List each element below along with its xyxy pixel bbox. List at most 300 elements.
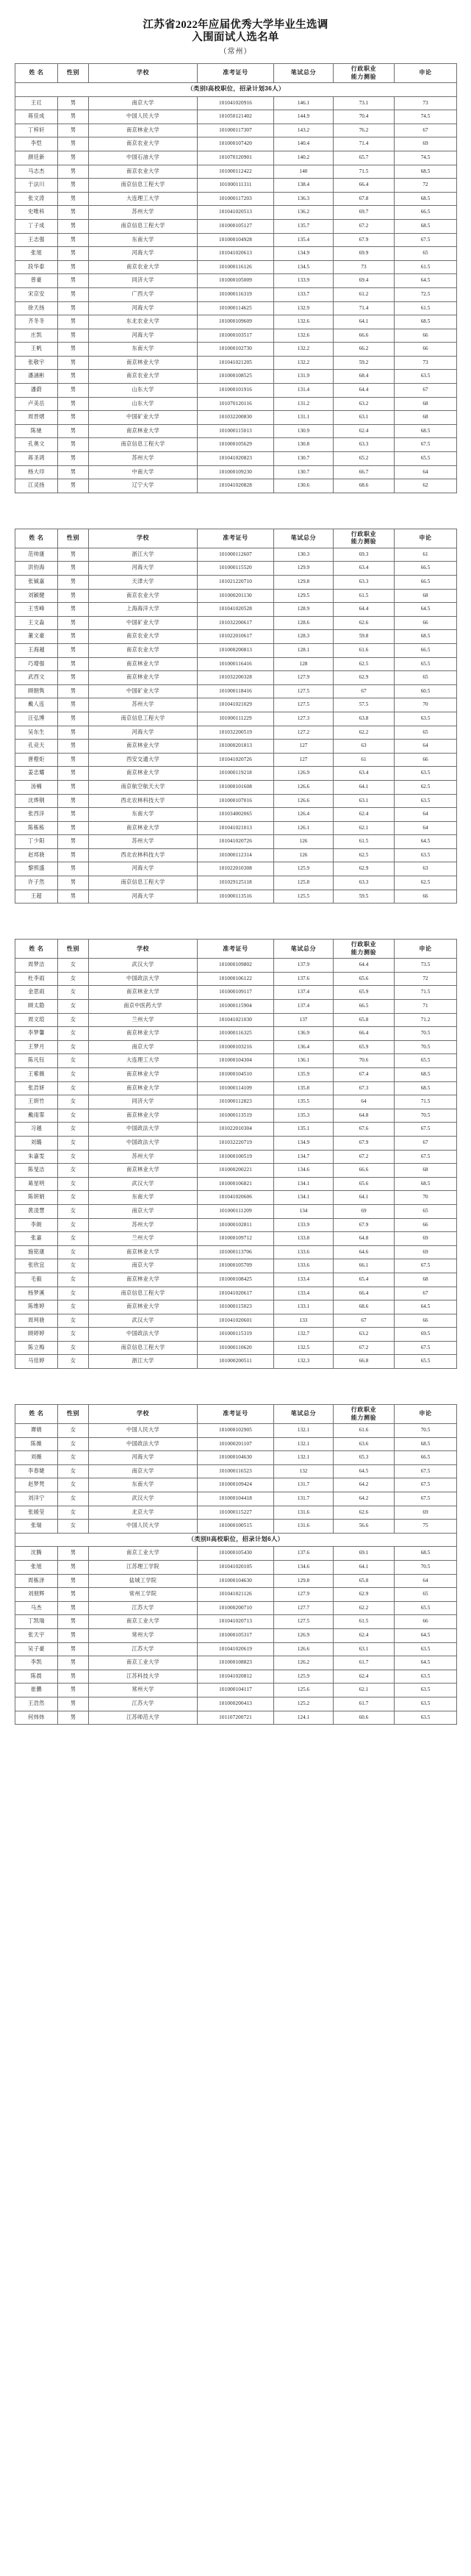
cell-gender: 女: [58, 1204, 89, 1218]
cell-gender: 女: [58, 1464, 89, 1478]
cell-total-score: 133.6: [274, 1259, 334, 1273]
table-row: [15, 452, 457, 466]
cell-ticket-number: 101032220719: [198, 1136, 274, 1150]
table-row: [15, 384, 457, 398]
cell-gender: 女: [58, 1341, 89, 1355]
cell-gender: 男: [58, 740, 89, 754]
cell-total-score: 137.4: [274, 1000, 334, 1014]
cell-total-score: 144.9: [274, 110, 334, 124]
cell-ticket-number: 101000105009: [198, 274, 274, 288]
table-row: [15, 603, 457, 617]
cell-essay-score: 66.5: [395, 206, 457, 220]
cell-gender: 女: [58, 1136, 89, 1150]
cell-school: 南京林业大学: [89, 740, 198, 754]
cell-essay-score: 68.5: [395, 1081, 457, 1095]
cell-admin-score: 68.6: [334, 479, 395, 493]
cell-total-score: 128.6: [274, 616, 334, 630]
cell-candidate-name: 黄凌慧: [15, 1204, 58, 1218]
cell-total-score: 131.7: [274, 1478, 334, 1492]
cell-gender: 女: [58, 1232, 89, 1246]
cell-total-score: 136.9: [274, 1027, 334, 1041]
cell-school: 西安交通大学: [89, 753, 198, 767]
cell-admin-score: 63.4: [334, 767, 395, 781]
table-row: [15, 1547, 457, 1561]
cell-ticket-number: 101041020606: [198, 1191, 274, 1205]
table-row: [15, 821, 457, 835]
cell-school: 东北农业大学: [89, 315, 198, 329]
cell-total-score: 125.9: [274, 862, 334, 876]
cell-essay-score: 72.5: [395, 287, 457, 301]
table-row: [15, 315, 457, 329]
cell-total-score: 128.3: [274, 630, 334, 644]
cell-ticket-number: 101000115013: [198, 424, 274, 438]
cell-admin-score: 62.6: [334, 1506, 395, 1520]
cell-total-score: 133.7: [274, 287, 334, 301]
cell-total-score: 125.5: [274, 890, 334, 904]
table-row: [15, 767, 457, 781]
cell-ticket-number: 101041020617: [198, 1287, 274, 1300]
cell-admin-score: 67.9: [334, 1136, 395, 1150]
table-row: [15, 247, 457, 261]
cell-school: 江苏理工学院: [89, 1561, 198, 1575]
cell-gender: 女: [58, 1191, 89, 1205]
cell-ticket-number: 101041021029: [198, 698, 274, 712]
cell-school: 江苏大学: [89, 1697, 198, 1711]
cell-candidate-name: 张嘉: [15, 1232, 58, 1246]
section-header-label: （类别II高校职位，招录计划6人）: [15, 1533, 457, 1547]
cell-admin-score: 64.4: [334, 603, 395, 617]
cell-gender: 男: [58, 794, 89, 808]
cell-school: 河海大学: [89, 890, 198, 904]
cell-total-score: 132.6: [274, 329, 334, 343]
roster-table-2: [15, 529, 457, 904]
cell-admin-score: 65.6: [334, 1177, 395, 1191]
cell-ticket-number: 101022010304: [198, 1123, 274, 1137]
roster-block-2: [0, 493, 471, 904]
cell-ticket-number: 101000105629: [198, 438, 274, 452]
cell-total-score: 125.9: [274, 1670, 334, 1684]
cell-school: 江苏大学: [89, 1642, 198, 1656]
cell-candidate-name: 王帆: [15, 343, 58, 357]
cell-admin-score: 69.9: [334, 247, 395, 261]
cell-school: 大连理工大学: [89, 192, 198, 206]
header-row: [15, 1405, 457, 1424]
table-row: [15, 1054, 457, 1068]
cell-essay-score: 70.5: [395, 1561, 457, 1575]
table-row: [15, 643, 457, 657]
cell-school: 西北农林科技大学: [89, 848, 198, 862]
table-row: [15, 1684, 457, 1697]
cell-total-score: 124.1: [274, 1711, 334, 1725]
cell-admin-score: 61.5: [334, 835, 395, 849]
cell-candidate-name: 张西洋: [15, 808, 58, 822]
cell-essay-score: 70: [395, 698, 457, 712]
table-row: [15, 1424, 457, 1438]
cell-essay-score: 63.5: [395, 794, 457, 808]
cell-school: 河海大学: [89, 862, 198, 876]
cell-ticket-number: 101000115520: [198, 562, 274, 576]
table-row: [15, 1615, 457, 1629]
table-row: [15, 1492, 457, 1506]
table-row: [15, 1204, 457, 1218]
column-header-ticket: 准考证号: [198, 940, 274, 959]
cell-school: 中国政法大学: [89, 1437, 198, 1451]
cell-candidate-name: 于法川: [15, 179, 58, 193]
cell-ticket-number: 101000113706: [198, 1245, 274, 1259]
cell-admin-score: 69.4: [334, 274, 395, 288]
roster-block-4: [0, 1369, 471, 1725]
cell-gender: 女: [58, 1218, 89, 1232]
cell-gender: 男: [58, 370, 89, 384]
cell-total-score: 127: [274, 753, 334, 767]
cell-candidate-name: 沈腾: [15, 1547, 58, 1561]
cell-gender: 男: [58, 206, 89, 220]
cell-total-score: 127.5: [274, 698, 334, 712]
cell-gender: 男: [58, 548, 89, 562]
cell-candidate-name: 李春婕: [15, 1464, 58, 1478]
cell-admin-score: 73: [334, 260, 395, 274]
cell-admin-score: 65.6: [334, 972, 395, 986]
cell-essay-score: 63.5: [395, 1642, 457, 1656]
cell-admin-score: 64.1: [334, 315, 395, 329]
admin-header-line-1: 行政职业: [350, 530, 377, 537]
cell-admin-score: 64.1: [334, 1561, 395, 1575]
cell-essay-score: 70.5: [395, 1109, 457, 1123]
cell-school: 浙江大学: [89, 1355, 198, 1369]
table-row: [15, 959, 457, 973]
cell-candidate-name: 葛星明: [15, 1177, 58, 1191]
section-header-label: （类别I高校职位，招录计划36人）: [15, 83, 457, 97]
cell-candidate-name: 黎照盛: [15, 862, 58, 876]
cell-gender: 男: [58, 479, 89, 493]
table-body-4: [15, 1424, 457, 1725]
cell-admin-score: 64.2: [334, 1492, 395, 1506]
cell-candidate-name: 范帅康: [15, 548, 58, 562]
cell-candidate-name: 张浩妍: [15, 1081, 58, 1095]
cell-essay-score: 66: [395, 1218, 457, 1232]
table-row: [15, 890, 457, 904]
cell-gender: 男: [58, 1642, 89, 1656]
cell-admin-score: 62.4: [334, 1670, 395, 1684]
cell-total-score: 135.4: [274, 233, 334, 247]
cell-total-score: 130.8: [274, 438, 334, 452]
cell-ticket-number: 101041021205: [198, 356, 274, 370]
cell-candidate-name: 戴雨霏: [15, 1109, 58, 1123]
cell-essay-score: 67: [395, 1287, 457, 1300]
cell-admin-score: 64.1: [334, 1191, 395, 1205]
table-row: [15, 424, 457, 438]
cell-school: 南京信息工程大学: [89, 1287, 198, 1300]
cell-school: 中国人民大学: [89, 110, 198, 124]
cell-total-score: 132.1: [274, 1437, 334, 1451]
cell-admin-score: 62.2: [334, 726, 395, 740]
cell-essay-score: 69: [395, 1245, 457, 1259]
column-header-admin-test: [334, 529, 395, 548]
cell-gender: 男: [58, 657, 89, 671]
cell-gender: 女: [58, 1424, 89, 1438]
cell-gender: 男: [58, 726, 89, 740]
cell-total-score: 129.8: [274, 1574, 334, 1588]
admin-header-line-2: 能力测验: [350, 948, 377, 956]
cell-total-score: 134.6: [274, 1164, 334, 1178]
cell-admin-score: 62.1: [334, 821, 395, 835]
cell-gender: 男: [58, 603, 89, 617]
cell-essay-score: 63.5: [395, 767, 457, 781]
cell-ticket-number: 101000119218: [198, 767, 274, 781]
cell-admin-score: 62.6: [334, 616, 395, 630]
cell-school: 南京林业大学: [89, 1109, 198, 1123]
cell-ticket-number: 101000102811: [198, 1218, 274, 1232]
cell-gender: 女: [58, 1054, 89, 1068]
cell-candidate-name: 马志杰: [15, 165, 58, 179]
cell-ticket-number: 101000112314: [198, 848, 274, 862]
cell-gender: 男: [58, 821, 89, 835]
cell-gender: 男: [58, 315, 89, 329]
cell-ticket-number: 101000115023: [198, 1300, 274, 1314]
cell-admin-score: 67.3: [334, 1081, 395, 1095]
cell-school: 江苏师范大学: [89, 1711, 198, 1725]
cell-total-score: 131.2: [274, 397, 334, 411]
cell-essay-score: 63.5: [395, 1684, 457, 1697]
table-body-3: [15, 959, 457, 1369]
cell-total-score: 129.9: [274, 562, 334, 576]
cell-essay-score: 67.5: [395, 1150, 457, 1164]
cell-gender: 女: [58, 1095, 89, 1109]
cell-total-score: 125.2: [274, 1697, 334, 1711]
cell-school: 南京农业大学: [89, 643, 198, 657]
cell-school: 东南大学: [89, 808, 198, 822]
table-row: [15, 589, 457, 603]
cell-ticket-number: 101041020823: [198, 452, 274, 466]
cell-admin-score: 66.6: [334, 329, 395, 343]
cell-total-score: 127.9: [274, 1588, 334, 1602]
cell-candidate-name: 吴东生: [15, 726, 58, 740]
cell-school: 南京农业大学: [89, 370, 198, 384]
cell-gender: 女: [58, 1081, 89, 1095]
cell-school: 中国政法大学: [89, 1123, 198, 1137]
cell-admin-score: 69.3: [334, 548, 395, 562]
cell-essay-score: 67.5: [395, 1492, 457, 1506]
cell-school: 南京大学: [89, 1040, 198, 1054]
cell-total-score: 132: [274, 1464, 334, 1478]
table-row: [15, 1328, 457, 1342]
cell-school: 南京林业大学: [89, 1068, 198, 1082]
cell-essay-score: 65: [395, 726, 457, 740]
cell-total-score: 130.6: [274, 479, 334, 493]
cell-school: 南京林业大学: [89, 124, 198, 137]
cell-ticket-number: 101000104117: [198, 1684, 274, 1697]
cell-total-score: 134.5: [274, 260, 334, 274]
cell-ticket-number: 101000200511: [198, 1355, 274, 1369]
cell-gender: 男: [58, 438, 89, 452]
cell-gender: 女: [58, 986, 89, 1000]
cell-admin-score: 56.6: [334, 1520, 395, 1534]
cell-total-score: 135.3: [274, 1109, 334, 1123]
cell-candidate-name: 徐天扬: [15, 301, 58, 315]
cell-school: 南京农业大学: [89, 589, 198, 603]
cell-candidate-name: 杨大印: [15, 465, 58, 479]
cell-school: 同济大学: [89, 1095, 198, 1109]
cell-admin-score: 62.9: [334, 671, 395, 685]
cell-total-score: 132.1: [274, 1451, 334, 1465]
cell-total-score: 130.7: [274, 465, 334, 479]
cell-admin-score: 63.1: [334, 411, 395, 425]
cell-ticket-number: 101000116416: [198, 657, 274, 671]
table-row: [15, 562, 457, 576]
cell-ticket-number: 101000109117: [198, 986, 274, 1000]
column-header-name: 姓 名: [15, 940, 58, 959]
cell-total-score: 136.1: [274, 1054, 334, 1068]
table-row: [15, 1164, 457, 1178]
cell-total-score: 134.1: [274, 1177, 334, 1191]
cell-candidate-name: 沈烨钢: [15, 794, 58, 808]
table-row: [15, 1109, 457, 1123]
cell-total-score: 130.9: [274, 424, 334, 438]
table-row: [15, 1574, 457, 1588]
cell-admin-score: 64: [334, 1095, 395, 1109]
cell-candidate-name: 李朗: [15, 1218, 58, 1232]
cell-admin-score: 61.7: [334, 1697, 395, 1711]
cell-total-score: 140: [274, 165, 334, 179]
cell-school: 南京信息工程大学: [89, 1341, 198, 1355]
cell-essay-score: 68.5: [395, 1068, 457, 1082]
cell-school: 西北农林科技大学: [89, 794, 198, 808]
column-header-school: 学校: [89, 64, 198, 83]
cell-candidate-name: 李凯: [15, 1656, 58, 1670]
cell-essay-score: 71.2: [395, 1013, 457, 1027]
cell-gender: 男: [58, 356, 89, 370]
cell-gender: 男: [58, 589, 89, 603]
cell-total-score: 135.8: [274, 1081, 334, 1095]
cell-ticket-number: 101107200721: [198, 1711, 274, 1725]
cell-school: 广西大学: [89, 287, 198, 301]
cell-ticket-number: 101000112823: [198, 1095, 274, 1109]
cell-essay-score: 63.5: [395, 712, 457, 726]
cell-total-score: 131.6: [274, 1506, 334, 1520]
cell-essay-score: 68: [395, 1273, 457, 1287]
cell-school: 江苏科技大学: [89, 1670, 198, 1684]
cell-ticket-number: 101041020726: [198, 835, 274, 849]
column-header-essay: 申论: [395, 1405, 457, 1424]
table-row: [15, 1095, 457, 1109]
cell-candidate-name: 王浩然: [15, 1697, 58, 1711]
cell-school: 南京大学: [89, 1204, 198, 1218]
cell-gender: 女: [58, 959, 89, 973]
cell-school: 南京林业大学: [89, 356, 198, 370]
cell-total-score: 129.8: [274, 576, 334, 590]
cell-total-score: 126.9: [274, 767, 334, 781]
cell-essay-score: 63.5: [395, 1670, 457, 1684]
cell-gender: 男: [58, 192, 89, 206]
column-header-school: 学校: [89, 1405, 198, 1424]
cell-candidate-name: 巧增强: [15, 657, 58, 671]
cell-ticket-number: 101041021126: [198, 1588, 274, 1602]
cell-school: 上海海洋大学: [89, 603, 198, 617]
cell-ticket-number: 101000114109: [198, 1081, 274, 1095]
cell-total-score: 127: [274, 740, 334, 754]
cell-gender: 男: [58, 424, 89, 438]
cell-total-score: 135.1: [274, 1123, 334, 1137]
cell-school: 山东大学: [89, 397, 198, 411]
cell-gender: 男: [58, 137, 89, 151]
section-header-row: [15, 83, 457, 97]
cell-essay-score: 68.5: [395, 630, 457, 644]
cell-ticket-number: 101000201107: [198, 1437, 274, 1451]
table-row: [15, 165, 457, 179]
table-row: [15, 329, 457, 343]
cell-candidate-name: 施铭康: [15, 1245, 58, 1259]
cell-school: 河海大学: [89, 329, 198, 343]
cell-ticket-number: 101000104304: [198, 1054, 274, 1068]
cell-candidate-name: 王志强: [15, 233, 58, 247]
cell-total-score: 128: [274, 657, 334, 671]
cell-candidate-name: 王玒: [15, 96, 58, 110]
cell-essay-score: 70.5: [395, 1040, 457, 1054]
cell-gender: 男: [58, 247, 89, 261]
table-row: [15, 1506, 457, 1520]
cell-ticket-number: 101000109230: [198, 465, 274, 479]
cell-admin-score: 64.8: [334, 1232, 395, 1246]
cell-essay-score: 67.5: [395, 1341, 457, 1355]
column-header-total: 笔试总分: [274, 1405, 334, 1424]
cell-ticket-number: 101000102730: [198, 343, 274, 357]
table-row: [15, 1259, 457, 1273]
cell-total-score: 143.2: [274, 124, 334, 137]
cell-essay-score: 64.5: [395, 1628, 457, 1642]
table-row: [15, 1000, 457, 1014]
cell-total-score: 127.2: [274, 726, 334, 740]
cell-candidate-name: 陈维婷: [15, 1300, 58, 1314]
cell-admin-score: 61: [334, 753, 395, 767]
column-header-total: 笔试总分: [274, 64, 334, 83]
cell-school: 山东大学: [89, 384, 198, 398]
cell-ticket-number: 101000201813: [198, 740, 274, 754]
cell-candidate-name: 周晋熠: [15, 411, 58, 425]
cell-essay-score: 68.5: [395, 219, 457, 233]
cell-total-score: 126.9: [274, 1628, 334, 1642]
cell-gender: 男: [58, 452, 89, 466]
cell-gender: 女: [58, 1520, 89, 1534]
table-row: [15, 233, 457, 247]
cell-admin-score: 69.1: [334, 1547, 395, 1561]
cell-admin-score: 69: [334, 1204, 395, 1218]
cell-school: 南京工业大学: [89, 1656, 198, 1670]
cell-essay-score: 66.5: [395, 1451, 457, 1465]
cell-admin-score: 66.4: [334, 1027, 395, 1041]
cell-school: 浙江大学: [89, 548, 198, 562]
cell-admin-score: 64.8: [334, 1109, 395, 1123]
admin-header-line-2: 能力测验: [350, 538, 377, 545]
cell-gender: 女: [58, 1492, 89, 1506]
cell-school: 东南大学: [89, 343, 198, 357]
cell-admin-score: 59.2: [334, 356, 395, 370]
cell-admin-score: 67.2: [334, 1341, 395, 1355]
cell-essay-score: 73: [395, 356, 457, 370]
table-row: [15, 576, 457, 590]
cell-essay-score: 74.5: [395, 151, 457, 165]
cell-admin-score: 62.5: [334, 657, 395, 671]
cell-candidate-name: 张瑞: [15, 1520, 58, 1534]
cell-school: 常州大学: [89, 1628, 198, 1642]
cell-candidate-name: 汤楠: [15, 780, 58, 794]
cell-total-score: 132.5: [274, 1341, 334, 1355]
cell-candidate-name: 张铖嘉: [15, 576, 58, 590]
cell-candidate-name: 王梦月: [15, 1040, 58, 1054]
cell-candidate-name: 习越: [15, 1123, 58, 1137]
cell-ticket-number: 101041020713: [198, 1615, 274, 1629]
cell-essay-score: 71.5: [395, 1095, 457, 1109]
cell-admin-score: 65.7: [334, 151, 395, 165]
